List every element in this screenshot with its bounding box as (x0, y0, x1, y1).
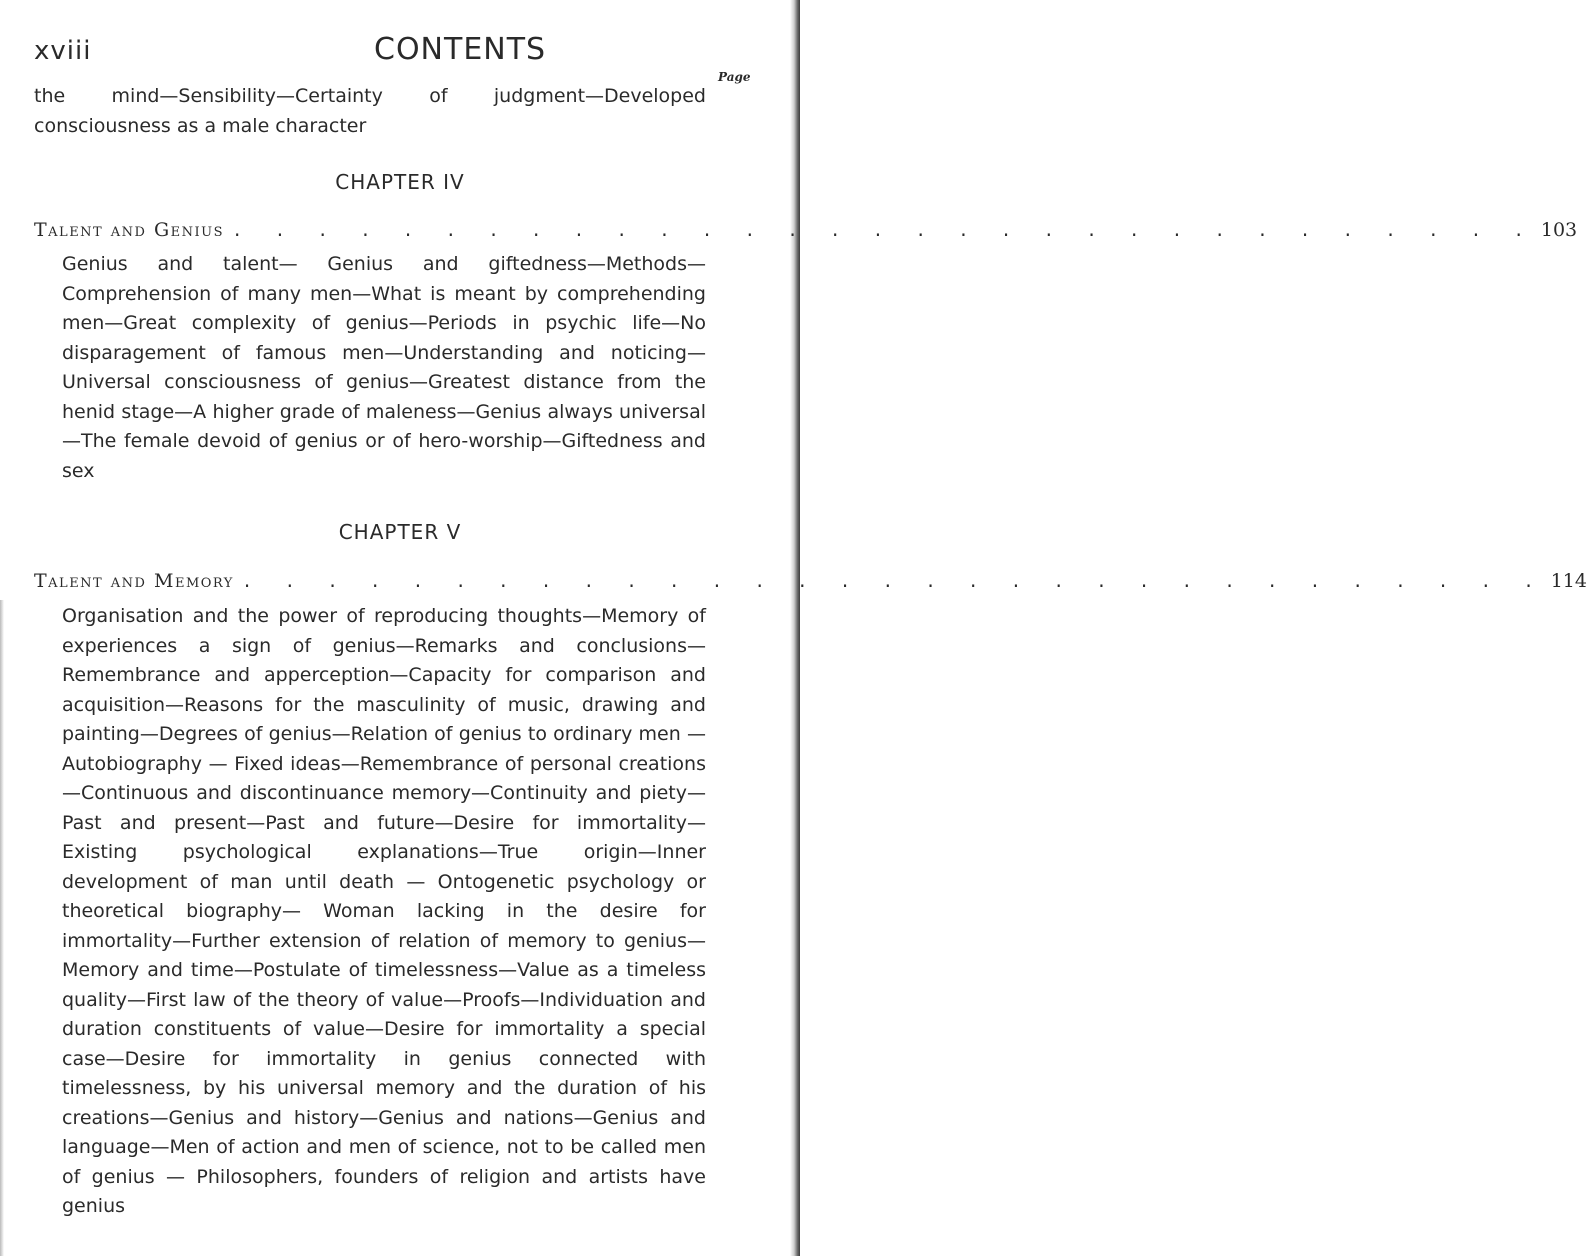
chapter-iv-page: 103 (1540, 219, 1578, 241)
chapter-v-summary-text: Organisation and the power of reproducing thoughts—Memory of experiences a sign of genius—Remarks and conclusions—Remembrance and apperception—Capacity for comparison and acquisition—Reasons for the masculinity of music, drawing and painting—Degrees of genius—Relation of genius to ordinary men — Autobiography — Fixed ideas—Remembrance of personal creations—Continuous and discontinuance memory—Continuity and piety—Past and present—Past and future—Desire for immortality—Existing psychological explanations—True origin—Inner development of man until death — Ontogenetic psychology or theoretical biography— Woman lacking in the desire for immortality—Further extension of relation of memory to genius—Memory and time—Postulate of timelessness—Value as a timeless quality—First law of the theory of value—Proofs—Individuation and duration constituents of value—Desire for immortality a special case—Desire for immortality in genius connected with timelessness, by his universal memory and the duration of his creations—Genius and history—Genius and nations—Genius and language—Men of action and men of science, not to be called men of genius — Philosophers, founders of religion and artists have genius (62, 605, 706, 1217)
chapter-v-title: Talent and Memory (34, 570, 234, 592)
dot-leaders: . . . . . . . . . . . . . . . . . . . . . . . . . . . . . . . (234, 217, 1537, 241)
running-title: CONTENTS (374, 32, 547, 67)
continued-summary (34, 82, 706, 141)
chapter-iv-entry (34, 217, 1578, 247)
chapter-iv-summary (62, 250, 706, 486)
chapter-v-page: 114 (1550, 570, 1587, 592)
page-number: xviii (34, 36, 92, 66)
chapter-v-entry (34, 568, 1587, 598)
continued-summary-text: the mind—Sensibility—Certainty of judgment—Developed consciousness as a male character (34, 85, 706, 137)
running-head (34, 32, 694, 72)
chapter-iv-heading: CHAPTER IV (335, 170, 465, 194)
chapter-iv-summary-text: Genius and talent— Genius and giftedness—Methods—Comprehension of many men—What is meant by comprehending men—Great complexity of genius—Periods in psychic life—No disparagement of famous men—Understanding and noticing—Universal consciousness of genius—Greatest distance from the henid stage—A higher grade of maleness—Genius always universal—The female devoid of genius or of hero-worship—Giftedness and sex (62, 253, 706, 482)
page-column-label: Page (718, 70, 751, 84)
gutter-shadow (0, 600, 4, 1256)
chapter-v-heading: CHAPTER V (338, 520, 462, 544)
chapter-v-summary (62, 602, 706, 1222)
dot-leaders: . . . . . . . . . . . . . . . . . . . . . . . . . . . . . . . (243, 568, 1547, 592)
chapter-iv-title: Talent and Genius (34, 219, 225, 241)
